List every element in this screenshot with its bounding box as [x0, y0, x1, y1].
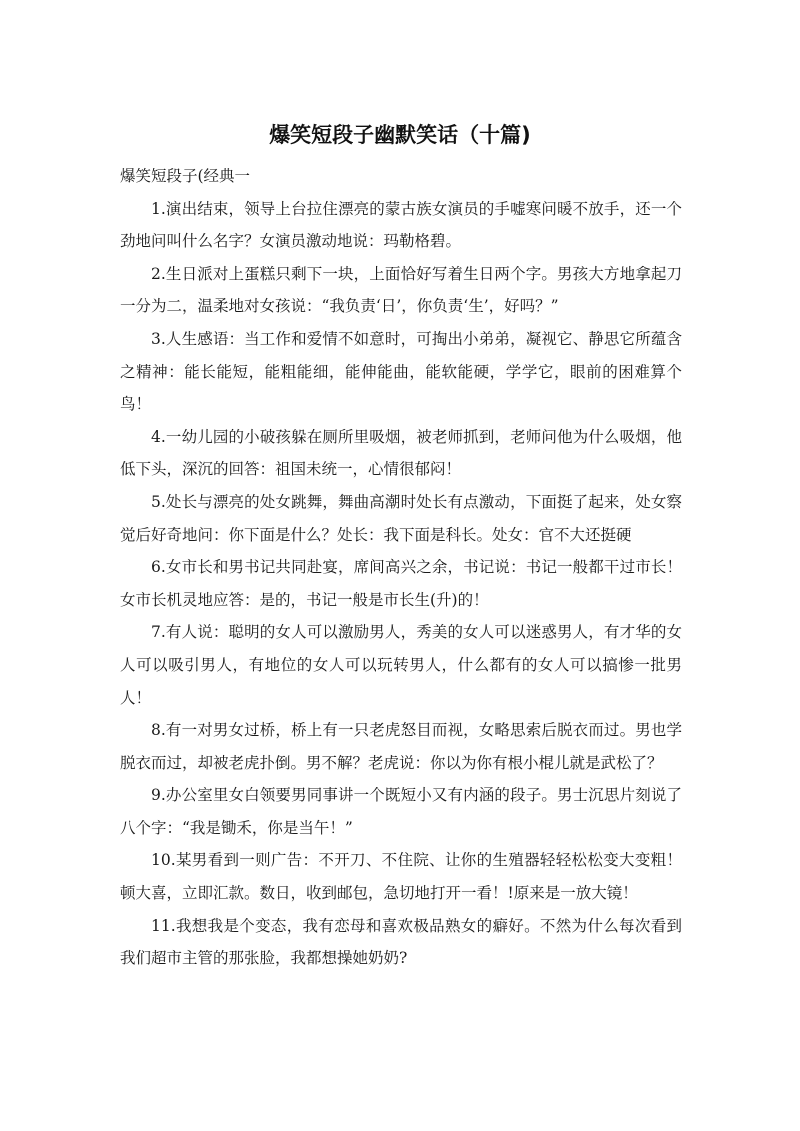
joke-paragraph-10: 10.某男看到一则广告：不开刀、不住院、让你的生殖器轻轻松松变大变粗！顿大喜，立即汇款。数日，收到邮包，急切地打开一看！!原来是一放大镜！ [120, 851, 682, 903]
joke-paragraph-6: 6.女市长和男书记共同赴宴，席间高兴之余，书记说：书记一般都干过市长！女市长机灵地应答：是的，书记一般是市长生(升)的！ [120, 558, 682, 609]
document-subtitle: 爆笑短段子(经典一 [120, 167, 251, 185]
joke-paragraph-9: 9.办公室里女白领要男同事讲一个既短小又有内涵的段子。男士沉思片刻说了八个字：“我是锄禾，你是当午！” [120, 786, 682, 837]
joke-paragraph-2: 2.生日派对上蛋糕只剩下一块，上面恰好写着生日两个字。男孩大方地拿起刀一分为二，温柔地对女孩说：“我负责‘日’，你负责‘生’，好吗？” [120, 264, 682, 316]
joke-paragraph-11: 11.我想我是个变态，我有恋母和喜欢极品熟女的癖好。不然为什么每次看到我们超市主管的那张脸，我都想操她奶奶? [120, 916, 682, 968]
document-title: 爆笑短段子幽默笑话（十篇) [269, 123, 531, 147]
joke-paragraph-7: 7.有人说：聪明的女人可以激励男人，秀美的女人可以迷惑男人，有才华的女人可以吸引男人，有地位的女人可以玩转男人，什么都有的女人可以搞惨一批男人！ [120, 623, 682, 707]
joke-paragraph-8: 8.有一对男女过桥，桥上有一只老虎怒目而视，女略思索后脱衣而过。男也学脱衣而过，却被老虎扑倒。男不解？老虎说：你以为你有根小棍儿就是武松了？ [120, 721, 682, 772]
joke-paragraph-1: 1.演出结束，领导上台拉住漂亮的蒙古族女演员的手嘘寒问暖不放手，还一个劲地问叫什么名字？女演员激动地说：玛勒格碧。 [120, 199, 682, 251]
joke-paragraph-3: 3.人生感语：当工作和爱情不如意时，可掏出小弟弟，凝视它、静思它所蕴含之精神：能长能短，能粗能细，能伸能曲，能软能硬，学学它，眼前的困难算个鸟！ [120, 329, 682, 414]
joke-paragraph-4: 4.一幼儿园的小破孩躲在厕所里吸烟，被老师抓到，老师问他为什么吸烟，他低下头，深沉的回答：祖国未统一，心情很郁闷！ [120, 427, 682, 479]
document-body [120, 160, 682, 975]
joke-paragraph-5: 5.处长与漂亮的处女跳舞，舞曲高潮时处长有点激动，下面挺了起来，处女察觉后好奇地问：你下面是什么？处长：我下面是科长。处女：官不大还挺硬 [120, 492, 682, 544]
